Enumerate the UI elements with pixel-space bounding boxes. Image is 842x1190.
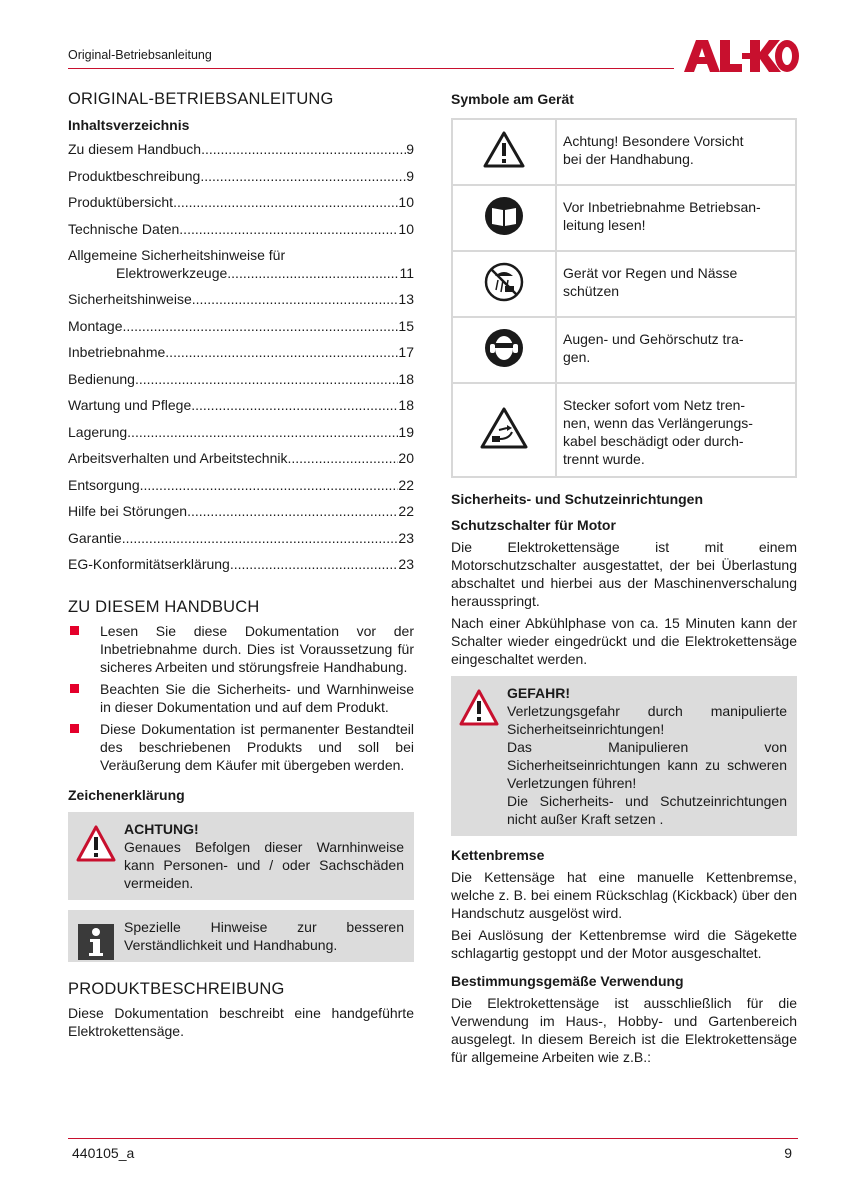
toc-entry[interactable]: Inbetriebnahme ..... 17 [68, 343, 414, 370]
toc-entry[interactable]: Produktbeschreibung ..... 9 [68, 167, 414, 194]
legend-heading: Zeichenerklärung [68, 786, 185, 803]
symbol-description: Achtung! Besondere Vorsicht bei der Handhabung. [556, 119, 796, 185]
symbol-description: Stecker sofort vom Netz tren- nen, wenn das Verlängerungs- kabel beschädigt oder durch- trennt wurde. [556, 383, 796, 477]
brake-text-2: Bei Auslösung der Kettenbremse wird die Sägekette schlagartig gestoppt und der Motor ausgeschaltet. [451, 927, 797, 961]
handbook-bullets [68, 622, 414, 774]
motor-text-2: Nach einer Abkühlphase von ca. 15 Minuten kann der Schalter wieder eingedrückt und die Elektrokettensäge eingeschaltet werden. [451, 615, 797, 667]
table-row [452, 119, 796, 185]
warning-box [68, 812, 414, 900]
warning-triangle-icon [459, 688, 499, 728]
symbols-heading: Symbole am Gerät [451, 91, 574, 107]
symbol-description: Vor Inbetriebnahme Betriebsan- leitung lesen! [556, 185, 796, 251]
product-heading: PRODUKTBESCHREIBUNG [68, 979, 285, 998]
info-box [68, 910, 414, 962]
toc-entry[interactable]: Garantie ..... 23 [68, 529, 414, 556]
main-title: ORIGINAL-BETRIEBSANLEITUNG [68, 90, 334, 108]
symbols-table [451, 118, 797, 478]
motor-heading: Schutzschalter für Motor [451, 517, 616, 533]
brake-heading: Kettenbremse [451, 847, 545, 863]
toc-entry[interactable]: Lagerung ..... 19 [68, 423, 414, 450]
toc-entry[interactable]: Sicherheitshinweise ..... 13 [68, 290, 414, 317]
info-icon [76, 922, 116, 962]
toc-title: Inhaltsverzeichnis [68, 117, 190, 133]
toc-entry[interactable]: Zu diesem Handbuch ..... 9 [68, 140, 414, 167]
table-row [452, 251, 796, 317]
toc-entry[interactable]: EG-Konformitätserklärung ..... 23 [68, 555, 414, 582]
symbol-description: Gerät vor Regen und Nässe schützen [556, 251, 796, 317]
table-of-contents [68, 140, 414, 582]
symbol-description: Augen- und Gehörschutz tra- gen. [556, 317, 796, 383]
danger-text-3: Die Sicherheits- und Schutzeinrichtungen nicht außer Kraft setzen . [507, 793, 787, 827]
document-code: 440105_a [72, 1145, 135, 1161]
right-column [451, 88, 797, 1066]
toc-entry[interactable]: Entsorgung ..... 22 [68, 476, 414, 503]
left-column [68, 88, 414, 1040]
alko-logo-letters [684, 40, 799, 72]
header-title: Original-Betriebsanleitung [68, 48, 212, 62]
danger-text-1: Verletzungsgefahr durch manipulierte Sicherheitseinrichtungen! [507, 703, 787, 737]
table-row [452, 317, 796, 383]
page-number: 9 [784, 1145, 792, 1161]
danger-box [451, 676, 797, 836]
toc-entry[interactable]: Hilfe bei Störungen ..... 22 [68, 502, 414, 529]
eye-ear-protection-icon [484, 328, 524, 368]
toc-entry[interactable]: Arbeitsverhalten und Arbeitstechnik ..... 20 [68, 449, 414, 476]
toc-entry[interactable]: Allgemeine Sicherheitshinweise für Elektrowerkzeuge ..... 11 [68, 246, 414, 290]
info-text: Spezielle Hinweise zur besseren Verständlichkeit und Handhabung. [124, 918, 404, 953]
list-item: Lesen Sie diese Dokumentation vor der Inbetriebnahme durch. Dies ist Voraussetzung für sicheres Arbeiten und störungsfreie Handhabung. [68, 622, 414, 676]
warning-title: ACHTUNG! [124, 820, 199, 837]
list-item: Beachten Sie die Sicherheits- und Warnhinweise in dieser Dokumentation und auf dem Produkt. [68, 680, 414, 716]
brake-text-1: Die Kettensäge hat eine manuelle Kettenbremse, welche z. B. bei einem Rückschlag (Kickback) über den Handschutz ausgelöst wird. [451, 869, 797, 921]
toc-entry[interactable]: Montage ..... 15 [68, 317, 414, 344]
alko-logo [680, 36, 800, 76]
table-row [452, 383, 796, 477]
use-heading: Bestimmungsgemäße Verwendung [451, 973, 684, 989]
list-item: Diese Dokumentation ist permanenter Bestandteil des beschriebenen Produkts und soll bei Veräußerung dem Käufer mit übergeben werden. [68, 720, 414, 774]
motor-text-1: Die Elektrokettensäge ist mit einem Motorschutzschalter ausgestattet, der bei Überlastung abschaltet und hierbei aus der Maschinenverschalung herausspringt. [451, 539, 797, 609]
no-rain-icon [484, 262, 524, 302]
header-divider [68, 68, 674, 69]
unplug-warning-icon [479, 406, 529, 450]
safety-heading: Sicherheits- und Schutzeinrichtungen [451, 491, 704, 507]
warning-triangle-icon [76, 824, 116, 864]
warning-triangle-icon [482, 130, 526, 170]
handbook-heading: ZU DIESEM HANDBUCH [68, 597, 260, 616]
read-manual-icon [484, 196, 524, 236]
toc-entry[interactable]: Produktübersicht ..... 10 [68, 193, 414, 220]
toc-entry[interactable]: Bedienung ..... 18 [68, 370, 414, 397]
footer-divider [68, 1138, 798, 1139]
product-text: Diese Dokumentation beschreibt eine handgeführte Elektrokettensäge. [68, 1004, 414, 1039]
warning-text: Genaues Befolgen dieser Warnhinweise kann Personen- und / oder Sachschäden vermeiden. [124, 838, 404, 891]
table-row [452, 185, 796, 251]
danger-text-2: Das Manipulieren von Sicherheitseinrichtungen kann zu schweren Verletzungen führen! [507, 739, 787, 791]
use-text: Die Elektrokettensäge ist ausschließlich für die Verwendung im Haus-, Hobby- und Gartenbereich ausgelegt. In diesem Bereich ist die Elektrokettensäge für allgemeine Arbeiten wie z.B.: [451, 995, 797, 1065]
toc-entry[interactable]: Technische Daten ..... 10 [68, 220, 414, 247]
danger-title: GEFAHR! [507, 685, 570, 701]
toc-entry[interactable]: Wartung und Pflege ..... 18 [68, 396, 414, 423]
